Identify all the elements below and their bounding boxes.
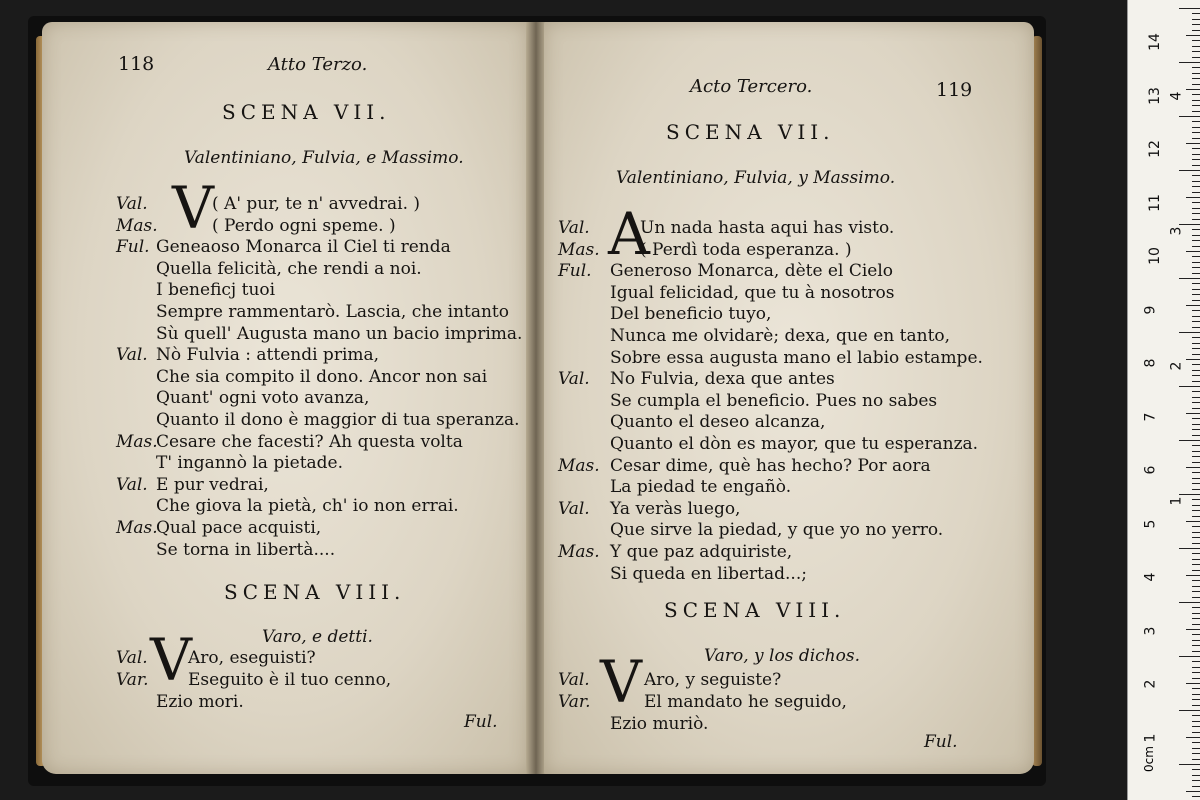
ruler-tick <box>1192 57 1200 58</box>
ruler-tick <box>1192 310 1200 311</box>
ruler-number-inner: 3 <box>1168 226 1185 236</box>
ruler-tick <box>1192 780 1200 781</box>
ruler-tick <box>1192 321 1200 322</box>
ruler-tick <box>1186 89 1200 90</box>
ruler-number: 2 <box>1142 679 1159 689</box>
ruler-tick <box>1192 786 1200 787</box>
dialogue-line: Generoso Monarca, dète el Cielo <box>610 261 894 282</box>
ruler-tick <box>1179 764 1200 765</box>
ruler-tick <box>1192 159 1200 160</box>
dialogue-line: Ezio muriò. <box>610 714 709 734</box>
ruler-tick <box>1179 8 1200 9</box>
ruler-tick <box>1192 429 1200 430</box>
running-head-right: Acto Tercero. <box>690 76 813 97</box>
dialogue-line: Geneaoso Monarca il Ciel ti renda <box>156 237 451 258</box>
ruler-tick <box>1179 170 1200 171</box>
speaker-label: Val. <box>116 345 148 366</box>
ruler-tick <box>1192 499 1200 500</box>
ruler-tick <box>1192 294 1200 295</box>
speaker-label: Ful. <box>558 261 592 282</box>
ruler-tick <box>1192 699 1200 700</box>
scene2-characters-right: Varo, y los dichos. <box>704 646 860 666</box>
ruler-tick <box>1186 521 1200 522</box>
dialogue-line: Del beneficio tuyo, <box>610 304 772 325</box>
ruler-number: 14 <box>1146 33 1163 51</box>
speaker-label: Val. <box>558 218 590 238</box>
ruler-tick <box>1192 618 1200 619</box>
ruler-tick <box>1192 300 1200 301</box>
scene2-drop-cap-right: V <box>600 648 642 716</box>
dialogue-line: Nò Fulvia : attendi prima, <box>156 345 380 366</box>
speaker-label: Mas. <box>558 239 600 260</box>
ruler-tick <box>1192 516 1200 517</box>
ruler-tick <box>1192 418 1200 419</box>
ruler-tick <box>1192 30 1200 31</box>
ruler-tick <box>1192 127 1200 128</box>
ruler-tick <box>1186 413 1200 414</box>
ruler-tick <box>1192 327 1200 328</box>
dialogue-line: Cesar dime, què has hecho? Por aora <box>610 455 931 476</box>
ruler-tick <box>1192 273 1200 274</box>
ruler-tick <box>1192 570 1200 571</box>
ruler-number: 7 <box>1142 412 1159 421</box>
page-number-left: 118 <box>118 53 155 75</box>
ruler-tick <box>1192 208 1200 209</box>
ruler-tick <box>1179 224 1200 225</box>
speaker-label: Ful. <box>116 237 150 258</box>
ruler-tick <box>1192 391 1200 392</box>
speaker-label: Mas. <box>558 455 600 476</box>
scene2-characters-left: Varo, e detti. <box>262 627 373 647</box>
ruler-tick <box>1192 348 1200 349</box>
dialogue-line: Quanto el dòn es mayor, que tu esperanza. <box>610 434 979 454</box>
ruler-tick <box>1192 192 1200 193</box>
ruler-tick <box>1192 84 1200 85</box>
speaker-label: Val. <box>116 474 148 495</box>
scene2-drop-cap-left: V <box>150 626 192 694</box>
scene2-title-left: SCENA VIII. <box>224 580 406 604</box>
ruler-tick <box>1192 94 1200 95</box>
ruler-tick <box>1192 19 1200 20</box>
ruler-tick <box>1192 478 1200 479</box>
ruler-tick <box>1192 111 1200 112</box>
speaker-label: Val. <box>558 670 590 690</box>
ruler-tick <box>1192 73 1200 74</box>
ruler-tick <box>1192 510 1200 511</box>
ruler-tick <box>1179 386 1200 387</box>
scene-characters-left: Valentiniano, Fulvia, e Massimo. <box>184 148 464 168</box>
speaker-label: Var. <box>558 692 591 712</box>
ruler-tick <box>1192 246 1200 247</box>
ruler-tick <box>1192 775 1200 776</box>
ruler-tick <box>1192 586 1200 587</box>
dialogue-line: ( Perdo ogni speme. ) <box>212 215 396 236</box>
dialogue-line: E pur vedrai, <box>156 474 269 495</box>
ruler-tick <box>1192 202 1200 203</box>
ruler-tick <box>1192 456 1200 457</box>
drop-cap-left: V <box>172 174 214 242</box>
ruler-number: 3 <box>1142 626 1159 635</box>
ruler-tick <box>1186 467 1200 468</box>
ruler-tick <box>1192 24 1200 25</box>
dialogue-line: Sobre essa augusta mano el labio estampe. <box>610 347 983 368</box>
ruler-tick <box>1179 656 1200 657</box>
dialogue-line: Eseguito è il tuo cenno, <box>188 670 392 690</box>
dialogue-line: Si queda en libertad...; <box>610 563 807 584</box>
ruler-number: 10 <box>1146 247 1163 265</box>
catchword-left: Ful. <box>464 712 498 732</box>
ruler-tick <box>1192 213 1200 214</box>
ruler-tick <box>1192 267 1200 268</box>
speaker-label: Mas. <box>116 215 158 236</box>
dialogue-line: Que sirve la piedad, y que yo no yerro. <box>610 520 944 541</box>
ruler-tick <box>1192 105 1200 106</box>
ruler-tick <box>1179 440 1200 441</box>
ruler-number: 9 <box>1142 305 1159 314</box>
ruler-tick <box>1192 726 1200 727</box>
ruler-tick <box>1186 575 1200 576</box>
speaker-label: Var. <box>116 670 149 690</box>
scene-characters-right: Valentiniano, Fulvia, y Massimo. <box>616 168 896 188</box>
ruler-number: 13 <box>1146 86 1163 105</box>
ruler-tick <box>1192 148 1200 149</box>
ruler-tick <box>1192 640 1200 641</box>
ruler-tick <box>1192 667 1200 668</box>
ruler-number-inner: 2 <box>1168 361 1185 371</box>
speaker-label: Mas. <box>116 518 158 538</box>
ruler-tick <box>1192 424 1200 425</box>
ruler-tick <box>1179 548 1200 549</box>
ruler-tick <box>1186 35 1200 36</box>
ruler-number: 11 <box>1146 193 1163 212</box>
ruler-tick <box>1192 67 1200 68</box>
ruler-tick <box>1192 613 1200 614</box>
ruler-tick <box>1192 472 1200 473</box>
ruler-tick <box>1192 553 1200 554</box>
dialogue-line: Ezio mori. <box>156 692 244 712</box>
dialogue-line: ( A' pur, te n' avvedrai. ) <box>212 194 421 214</box>
measurement-ruler <box>1127 0 1200 800</box>
ruler-tick <box>1192 732 1200 733</box>
open-book <box>28 16 1046 786</box>
ruler-tick <box>1186 305 1200 306</box>
ruler-tick <box>1192 100 1200 101</box>
ruler-tick <box>1192 694 1200 695</box>
speaker-label: Mas. <box>116 431 158 452</box>
dialogue-line: Igual felicidad, que tu à nosotros <box>610 282 895 303</box>
ruler-tick <box>1192 121 1200 122</box>
ruler-number: 4 <box>1142 572 1159 582</box>
dialogue-line: Quanto il dono è maggior di tua speranza. <box>156 410 520 430</box>
ruler-tick <box>1192 343 1200 344</box>
dialogue-line: Aro, y seguiste? <box>644 670 782 690</box>
ruler-tick <box>1192 240 1200 241</box>
ruler-tick <box>1192 46 1200 47</box>
dialogue-line: Che giova la pietà, ch' io non errai. <box>156 496 459 517</box>
ruler-number: 6 <box>1142 465 1159 475</box>
ruler-tick <box>1192 219 1200 220</box>
ruler-tick <box>1192 607 1200 608</box>
ruler-tick <box>1192 721 1200 722</box>
ruler-tick <box>1192 645 1200 646</box>
ruler-tick <box>1192 624 1200 625</box>
ruler-tick <box>1179 116 1200 117</box>
ruler-tick <box>1192 705 1200 706</box>
page-number-right: 119 <box>936 79 973 101</box>
dialogue-line: Qual pace acquisti, <box>156 518 322 538</box>
ruler-tick <box>1192 408 1200 409</box>
ruler-tick <box>1192 370 1200 371</box>
ruler-tick <box>1179 332 1200 333</box>
dialogue-line: Aro, eseguisti? <box>188 648 316 668</box>
ruler-tick <box>1186 629 1200 630</box>
ruler-tick <box>1186 251 1200 252</box>
catchword-right: Ful. <box>924 732 958 752</box>
dialogue-line: Se torna in libertà.... <box>156 539 336 560</box>
ruler-tick <box>1179 494 1200 495</box>
ruler-tick <box>1192 759 1200 760</box>
ruler-tick <box>1192 337 1200 338</box>
running-head-left: Atto Terzo. <box>268 54 368 75</box>
ruler-tick <box>1192 748 1200 749</box>
dialogue-line: Ya veràs luego, <box>610 498 741 519</box>
ruler-number: 1 <box>1142 733 1159 742</box>
dialogue-line: ( Perdì toda esperanza. ) <box>640 239 852 260</box>
dialogue-line: Quanto el deseo alcanza, <box>610 412 826 433</box>
ruler-tick <box>1186 359 1200 360</box>
ruler-tick <box>1192 78 1200 79</box>
ruler-tick <box>1192 451 1200 452</box>
ruler-tick <box>1192 651 1200 652</box>
ruler-tick <box>1192 445 1200 446</box>
book-gutter <box>526 22 546 774</box>
ruler-tick <box>1179 602 1200 603</box>
left-page <box>42 22 528 774</box>
ruler-number-inner: 1 <box>1168 496 1185 506</box>
ruler-tick <box>1192 688 1200 689</box>
ruler-tick <box>1192 543 1200 544</box>
ruler-tick <box>1192 769 1200 770</box>
dialogue-line: Che sia compito il dono. Ancor non sai <box>156 366 488 387</box>
dialogue-line: No Fulvia, dexa que antes <box>610 369 835 390</box>
speaker-label: Mas. <box>558 542 600 562</box>
ruler-tick <box>1192 181 1200 182</box>
ruler-tick <box>1192 229 1200 230</box>
ruler-tick <box>1179 278 1200 279</box>
scene-title-right: SCENA VII. <box>666 120 835 144</box>
ruler-tick <box>1192 402 1200 403</box>
dialogue-line: I beneficj tuoi <box>156 280 276 301</box>
ruler-tick <box>1192 678 1200 679</box>
ruler-tick <box>1186 737 1200 738</box>
speaker-label: Val. <box>558 498 590 519</box>
ruler-tick <box>1192 661 1200 662</box>
ruler-number: 5 <box>1142 519 1159 528</box>
speaker-label: Val. <box>116 194 148 214</box>
ruler-tick <box>1186 683 1200 684</box>
ruler-tick <box>1192 526 1200 527</box>
ruler-unit: 0cm <box>1141 746 1156 772</box>
ruler-tick <box>1192 559 1200 560</box>
ruler-tick <box>1192 397 1200 398</box>
ruler-number-inner: 4 <box>1168 91 1185 101</box>
ruler-tick <box>1192 256 1200 257</box>
ruler-tick <box>1192 165 1200 166</box>
dialogue-line: Sù quell' Augusta mano un bacio imprima. <box>156 323 523 344</box>
ruler-tick <box>1192 154 1200 155</box>
dialogue-line: Cesare che facesti? Ah questa volta <box>156 431 463 452</box>
speaker-label: Val. <box>116 648 148 668</box>
dialogue-line: Sempre rammentarò. Lascia, che intanto <box>156 302 509 322</box>
ruler-tick <box>1192 715 1200 716</box>
ruler-tick <box>1192 483 1200 484</box>
ruler-tick <box>1192 537 1200 538</box>
ruler-tick <box>1192 435 1200 436</box>
ruler-tick <box>1192 742 1200 743</box>
ruler-tick <box>1192 289 1200 290</box>
ruler-tick <box>1192 364 1200 365</box>
ruler-tick <box>1186 143 1200 144</box>
ruler-tick <box>1186 791 1200 792</box>
ruler-tick <box>1192 235 1200 236</box>
ruler-tick <box>1192 138 1200 139</box>
ruler-tick <box>1192 316 1200 317</box>
ruler-tick <box>1192 262 1200 263</box>
ruler-tick <box>1192 283 1200 284</box>
ruler-tick <box>1192 375 1200 376</box>
drop-cap-right: A <box>608 200 650 268</box>
ruler-tick <box>1192 634 1200 635</box>
ruler-number: 12 <box>1146 140 1163 158</box>
dialogue-line: Y que paz adquiriste, <box>610 542 793 562</box>
ruler-tick <box>1192 13 1200 14</box>
ruler-tick <box>1192 532 1200 533</box>
ruler-tick <box>1179 62 1200 63</box>
ruler-tick <box>1192 132 1200 133</box>
dialogue-line: La piedad te engañò. <box>610 477 792 498</box>
dialogue-line: Un nada hasta aqui has visto. <box>640 218 895 238</box>
ruler-tick <box>1179 710 1200 711</box>
ruler-tick <box>1192 354 1200 355</box>
ruler-tick <box>1192 462 1200 463</box>
ruler-tick <box>1192 186 1200 187</box>
ruler-tick <box>1192 591 1200 592</box>
scene2-title-right: SCENA VIII. <box>664 598 846 622</box>
dialogue-line: Quella felicità, che rendi a noi. <box>156 258 422 279</box>
right-page <box>544 22 1034 774</box>
ruler-tick <box>1192 489 1200 490</box>
ruler-tick <box>1192 51 1200 52</box>
ruler-tick <box>1192 672 1200 673</box>
speaker-label: Val. <box>558 369 590 390</box>
ruler-tick <box>1192 753 1200 754</box>
dialogue-line: El mandato he seguido, <box>644 692 847 712</box>
ruler-tick <box>1192 175 1200 176</box>
ruler-tick <box>1192 40 1200 41</box>
dialogue-line: Se cumpla el beneficio. Pues no sabes <box>610 390 938 411</box>
ruler-number: 8 <box>1142 358 1159 368</box>
dialogue-line: T' ingannò la pietade. <box>156 453 344 474</box>
dialogue-line: Nunca me olvidarè; dexa, que en tanto, <box>610 326 951 346</box>
ruler-tick <box>1192 580 1200 581</box>
ruler-tick <box>1192 564 1200 565</box>
ruler-tick <box>1192 505 1200 506</box>
ruler-tick <box>1192 796 1200 797</box>
scene-title-left: SCENA VII. <box>222 100 391 124</box>
ruler-tick <box>1192 381 1200 382</box>
ruler-tick <box>1192 597 1200 598</box>
ruler-tick <box>1186 197 1200 198</box>
dialogue-line: Quant' ogni voto avanza, <box>156 388 370 409</box>
